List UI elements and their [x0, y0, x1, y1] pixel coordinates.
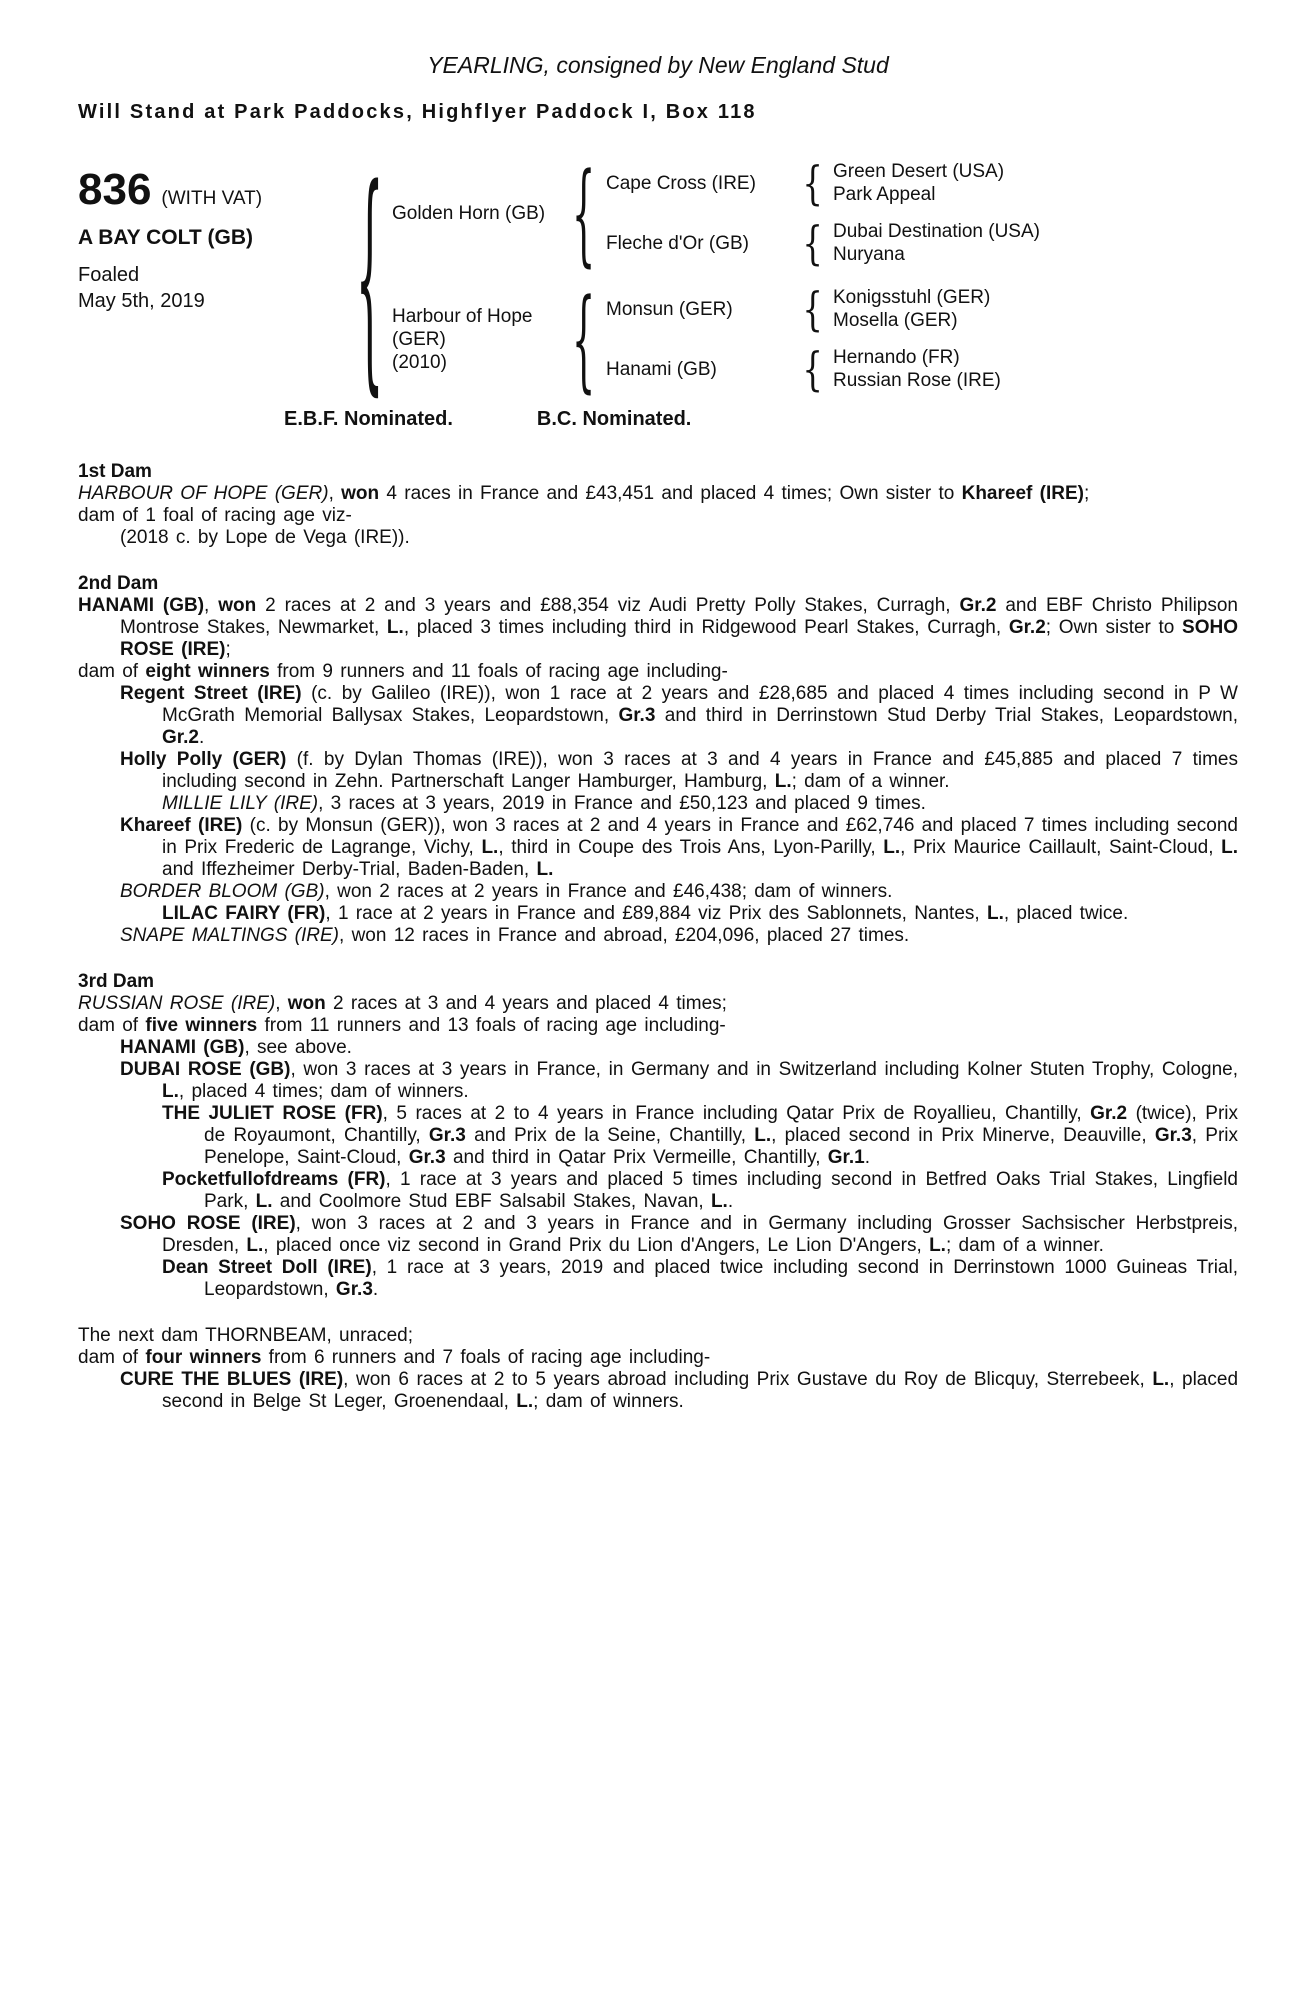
plain-text: , placed second in Prix Minerve, Deauville,	[771, 1125, 1155, 1146]
horse-description: A BAY COLT (GB)	[78, 226, 254, 249]
plain-text: .	[372, 1279, 379, 1300]
dam-sire-branch	[596, 282, 1001, 336]
emphasis-text: Gr.1	[827, 1147, 865, 1168]
plain-text: dam of	[78, 1015, 146, 1036]
brace-glyph: {	[572, 274, 596, 404]
emphasis-text: HARBOUR OF HOPE (GER)	[78, 483, 329, 504]
plain-text: .	[727, 1191, 734, 1212]
pedigree-paragraph	[78, 505, 1238, 527]
gen3-pair	[825, 160, 1004, 206]
plain-text: (f. by Dylan Thomas (IRE)), won 3 races at 3 and 4 years in France and £45,885 and placed 7 times including second in Zehn. Partnerschaft Langer Hamburger, Hamburg,	[162, 749, 1238, 792]
emphasis-text: RUSSIAN ROSE (IRE)	[78, 993, 276, 1014]
plain-text: (2018 c. by Lope de Vega (IRE)).	[120, 527, 410, 548]
plain-text: and third in Derrinstown Stud Derby Trial Stakes, Leopardstown,	[655, 705, 1238, 726]
emphasis-text: Khareef (IRE)	[961, 483, 1084, 504]
plain-text: dam of	[78, 661, 146, 682]
emphasis-text: Gr.2	[162, 727, 199, 748]
pedigree-tree	[356, 135, 1238, 417]
section-heading: 3rd Dam	[78, 971, 155, 992]
sire-branch	[382, 148, 1040, 278]
brace-glyph: {	[802, 156, 824, 210]
pedigree-paragraph	[78, 881, 1238, 903]
plain-text: , placed twice.	[1003, 903, 1129, 924]
emphasis-text: four winners	[145, 1347, 262, 1368]
dam-dam-dam-name: Russian Rose (IRE)	[833, 370, 1001, 391]
emphasis-text: Dean Street Doll (IRE)	[162, 1257, 372, 1278]
pedigree-paragraph	[78, 1213, 1238, 1257]
gen3-pair	[825, 220, 1040, 266]
pedigree-paragraph	[78, 595, 1238, 661]
sire-dam-sire-name: Dubai Destination (USA)	[833, 221, 1040, 242]
emphasis-text: Gr.3	[408, 1147, 446, 1168]
plain-text: and Prix de la Seine, Chantilly,	[465, 1125, 755, 1146]
sire-sire-dam-name: Park Appeal	[833, 184, 936, 205]
emphasis-text: L.	[774, 771, 792, 792]
sire-dam-name: Fleche d'Or (GB)	[606, 232, 749, 254]
plain-text: and EBF Christo Philipson Montrose Stakes, Newmarket,	[120, 595, 1238, 638]
dam-dam-name: Hanami (GB)	[606, 358, 717, 380]
emphasis-text: HANAMI (GB)	[120, 1037, 245, 1058]
section-heading: 2nd Dam	[78, 573, 159, 594]
plain-text: (c. by Galileo (IRE)), won 1 race at 2 years and £28,685 and placed 4 times including second in P W McGrath Memorial Ballysax Stakes, Leopardstown,	[162, 683, 1238, 726]
pedigree-paragraph	[78, 1059, 1238, 1103]
brace-glyph: {	[572, 148, 596, 278]
emphasis-text: SNAPE MALTINGS (IRE)	[120, 925, 340, 946]
plain-text: , won 6 races at 2 to 5 years abroad including Prix Gustave du Roy de Blicquy, Sterrebeek,	[343, 1369, 1153, 1390]
section-heading: 1st Dam	[78, 461, 152, 482]
plain-text: , won 12 races in France and abroad, £204,096, placed 27 times.	[339, 925, 910, 946]
pedigree-paragraph	[78, 1103, 1238, 1169]
pedigree-paragraph	[78, 483, 1238, 505]
plain-text: The next dam THORNBEAM, unraced;	[78, 1325, 413, 1346]
pedigree-paragraph	[78, 683, 1238, 749]
emphasis-text: Gr.3	[618, 705, 656, 726]
plain-text: and Coolmore Stud EBF Salsabil Stakes, Navan,	[272, 1191, 711, 1212]
lot-vat-note: (WITH VAT)	[161, 188, 263, 209]
dam-section	[78, 461, 1238, 549]
plain-text: and Iffezheimer Derby-Trial, Baden-Baden,	[162, 859, 537, 880]
emphasis-text: Gr.3	[1154, 1125, 1192, 1146]
stand-location: Will Stand at Park Paddocks, Highflyer Paddock I, Box 118	[78, 101, 757, 123]
plain-text: , won 3 races at 2 and 3 years in France and in Germany including Grosser Sachsischer Herbstpreis, Dresden,	[162, 1213, 1238, 1256]
pedigree-paragraph	[78, 903, 1238, 925]
pedigree-paragraph	[78, 1015, 1238, 1037]
plain-text: ;	[1083, 483, 1090, 504]
plain-text: , Prix Penelope, Saint-Cloud,	[204, 1125, 1238, 1168]
emphasis-text: HANAMI (GB)	[78, 595, 205, 616]
emphasis-text: Gr.3	[428, 1125, 466, 1146]
emphasis-text: eight winners	[145, 661, 270, 682]
sire-sire-branch	[596, 156, 1040, 210]
emphasis-text: LILAC FAIRY (FR)	[162, 903, 326, 924]
plain-text: ,	[275, 993, 288, 1014]
brace-glyph: {	[356, 135, 384, 417]
dam-dam-sire-name: Hernando (FR)	[833, 347, 960, 368]
dam-section	[78, 573, 1238, 947]
pedigree-paragraph	[78, 1257, 1238, 1301]
plain-text: from 11 runners and 13 foals of racing age including-	[257, 1015, 726, 1036]
sire-parents-stack	[596, 156, 1040, 270]
dam-sire-name: Monsun (GER)	[606, 298, 733, 320]
emphasis-text: L.	[246, 1235, 264, 1256]
pedigree-paragraph	[78, 1325, 1238, 1347]
emphasis-text: THE JULIET ROSE (FR)	[162, 1103, 383, 1124]
pedigree-paragraph	[78, 1369, 1238, 1413]
emphasis-text: Gr.2	[1090, 1103, 1128, 1124]
plain-text: ,	[204, 595, 219, 616]
emphasis-text: Gr.2	[959, 595, 997, 616]
plain-text: , won 3 races at 3 years in France, in Germany and in Switzerland including Kolner Stuten Trophy, Cologne,	[290, 1059, 1238, 1080]
pedigree-text-sections	[78, 461, 1238, 1413]
emphasis-text: L.	[986, 903, 1004, 924]
pedigree-paragraph	[78, 993, 1238, 1015]
plain-text: ; dam of a winner.	[791, 771, 950, 792]
plain-text: ; dam of a winner.	[945, 1235, 1104, 1256]
plain-text: , 5 races at 2 to 4 years in France including Qatar Prix de Royallieu, Chantilly,	[382, 1103, 1091, 1124]
sire-sire-name: Cape Cross (IRE)	[606, 172, 756, 194]
nominations-row	[284, 408, 1238, 431]
emphasis-text: won	[341, 483, 380, 504]
pedigree-paragraph	[78, 925, 1238, 947]
pedigree-brace-gen1-icon	[356, 135, 384, 417]
plain-text: from 9 runners and 11 foals of racing age including-	[269, 661, 728, 682]
emphasis-text: L.	[536, 859, 554, 880]
pedigree-paragraph	[78, 1347, 1238, 1369]
plain-text: (twice), Prix de Royaumont, Chantilly,	[204, 1103, 1238, 1146]
brace-glyph: {	[802, 216, 824, 270]
pedigree-paragraph	[78, 749, 1238, 793]
plain-text: , 1 race at 3 years and placed 5 times including second in Betfred Oaks Trial Stakes, Lingfield Park,	[204, 1169, 1238, 1212]
pedigree-block	[78, 135, 1238, 417]
emphasis-text: MILLIE LILY (IRE)	[162, 793, 319, 814]
plain-text: and third in Qatar Prix Vermeille, Chantilly,	[445, 1147, 828, 1168]
plain-text: , placed once viz second in Grand Prix du Lion d'Angers, Le Lion D'Angers,	[263, 1235, 930, 1256]
pedigree-brace-icon	[801, 342, 825, 396]
dam-name-text: Harbour of Hope (GER)	[392, 305, 533, 350]
ebf-nominated: E.B.F. Nominated.	[284, 408, 453, 430]
dam-sire-dam-name: Mosella (GER)	[833, 310, 958, 331]
plain-text: 2 races at 2 and 3 years and £88,354 viz Audi Pretty Polly Stakes, Curragh,	[256, 595, 960, 616]
emphasis-text: Regent Street (IRE)	[120, 683, 302, 704]
pedigree-brace-icon	[801, 156, 825, 210]
lot-number: 836	[78, 165, 152, 214]
plain-text: ; dam of winners.	[533, 1391, 684, 1412]
plain-text: dam of	[78, 1347, 146, 1368]
sire-dam-dam-name: Nuryana	[833, 244, 905, 265]
pedigree-brace-icon	[801, 282, 825, 336]
pedigree-paragraph	[78, 661, 1238, 683]
foaled-label: Foaled	[78, 264, 140, 286]
dam-branch	[382, 274, 1040, 404]
emphasis-text: Holly Polly (GER)	[120, 749, 287, 770]
emphasis-text: L.	[516, 1391, 534, 1412]
emphasis-text: SOHO ROSE (IRE)	[120, 1213, 296, 1234]
emphasis-text: Gr.2	[1008, 617, 1046, 638]
dam-sire-sire-name: Konigsstuhl (GER)	[833, 287, 991, 308]
plain-text: dam of 1 foal of racing age viz-	[78, 505, 352, 526]
emphasis-text: L.	[754, 1125, 772, 1146]
emphasis-text: L.	[1221, 837, 1239, 858]
gen3-pair	[825, 346, 1001, 392]
plain-text: , 3 races at 3 years, 2019 in France and £50,123 and placed 9 times.	[318, 793, 926, 814]
emphasis-text: L.	[255, 1191, 273, 1212]
plain-text: , placed 3 times including third in Ridgewood Pearl Stakes, Curragh,	[403, 617, 1009, 638]
plain-text: (c. by Monsun (GER)), won 3 races at 2 and 4 years in France and £62,746 and placed 7 times including second in Prix Frederic de Lagrange, Vichy,	[162, 815, 1238, 858]
pedigree-paragraph	[78, 527, 1238, 549]
pedigree-brace-sire-icon	[572, 148, 596, 278]
emphasis-text: Gr.3	[335, 1279, 373, 1300]
dam-year: (2010)	[392, 351, 447, 373]
brace-glyph: {	[802, 282, 824, 336]
sire-name: Golden Horn (GB)	[392, 202, 546, 224]
plain-text: from 6 runners and 7 foals of racing age including-	[261, 1347, 711, 1368]
plain-text: 2 races at 3 and 4 years and placed 4 times;	[325, 993, 727, 1014]
emphasis-text: L.	[162, 1081, 179, 1102]
dam-parents-stack	[596, 282, 1001, 396]
emphasis-text: L.	[883, 837, 901, 858]
dam-name	[382, 305, 572, 374]
plain-text: , Prix Maurice Caillault, Saint-Cloud,	[900, 837, 1222, 858]
sire-sire-sire-name: Green Desert (USA)	[833, 161, 1005, 182]
emphasis-text: five winners	[145, 1015, 258, 1036]
plain-text: , placed second in Belge St Leger, Groenendaal,	[162, 1369, 1239, 1412]
emphasis-text: SOHO ROSE (IRE)	[120, 617, 1238, 660]
brace-glyph: {	[802, 342, 824, 396]
plain-text: ,	[328, 483, 342, 504]
emphasis-text: won	[218, 595, 257, 616]
emphasis-text: BORDER BLOOM (GB)	[120, 881, 325, 902]
foaled-date: May 5th, 2019	[78, 290, 205, 312]
pedigree-brace-dam-icon	[572, 274, 596, 404]
emphasis-text: L.	[481, 837, 499, 858]
emphasis-text: Khareef (IRE)	[120, 815, 243, 836]
gen1-stack	[382, 148, 1040, 404]
plain-text: ; Own sister to	[1045, 617, 1183, 638]
plain-text: , third in Coupe des Trois Ans, Lyon-Parilly,	[498, 837, 884, 858]
pedigree-paragraph	[78, 793, 1238, 815]
plain-text: , won 2 races at 2 years in France and £46,438; dam of winners.	[324, 881, 893, 902]
plain-text: , 1 race at 3 years, 2019 and placed twice including second in Derrinstown 1000 Guineas Trial, Leopardstown,	[204, 1257, 1238, 1300]
dam-dam-branch	[596, 342, 1001, 396]
emphasis-text: L.	[929, 1235, 946, 1256]
pedigree-paragraph	[78, 1169, 1238, 1213]
plain-text: .	[198, 727, 205, 748]
plain-text: .	[864, 1147, 871, 1168]
plain-text: , placed 4 times; dam of winners.	[178, 1081, 469, 1102]
gen3-pair	[825, 286, 990, 332]
emphasis-text: Pocketfullofdreams (FR)	[162, 1169, 386, 1190]
bc-nominated: B.C. Nominated.	[536, 408, 692, 430]
plain-text: , 1 race at 2 years in France and £89,884 viz Prix des Sablonnets, Nantes,	[325, 903, 987, 924]
emphasis-text: DUBAI ROSE (GB)	[120, 1059, 291, 1080]
pedigree-paragraph	[78, 1037, 1238, 1059]
emphasis-text: L.	[710, 1191, 728, 1212]
pedigree-brace-icon	[801, 216, 825, 270]
dam-section	[78, 1325, 1238, 1413]
consignment-title: YEARLING, consigned by New England Stud	[427, 52, 889, 78]
emphasis-text: L.	[1152, 1369, 1170, 1390]
plain-text: , see above.	[244, 1037, 352, 1058]
lot-info	[78, 160, 358, 314]
emphasis-text: L.	[386, 617, 404, 638]
lot-line	[78, 165, 358, 214]
dam-section	[78, 971, 1238, 1301]
pedigree-paragraph	[78, 815, 1238, 881]
emphasis-text: CURE THE BLUES (IRE)	[120, 1369, 344, 1390]
sire-dam-branch	[596, 216, 1040, 270]
emphasis-text: won	[287, 993, 326, 1014]
plain-text: ;	[225, 639, 231, 660]
plain-text: 4 races in France and £43,451 and placed 4 times; Own sister to	[379, 483, 962, 504]
